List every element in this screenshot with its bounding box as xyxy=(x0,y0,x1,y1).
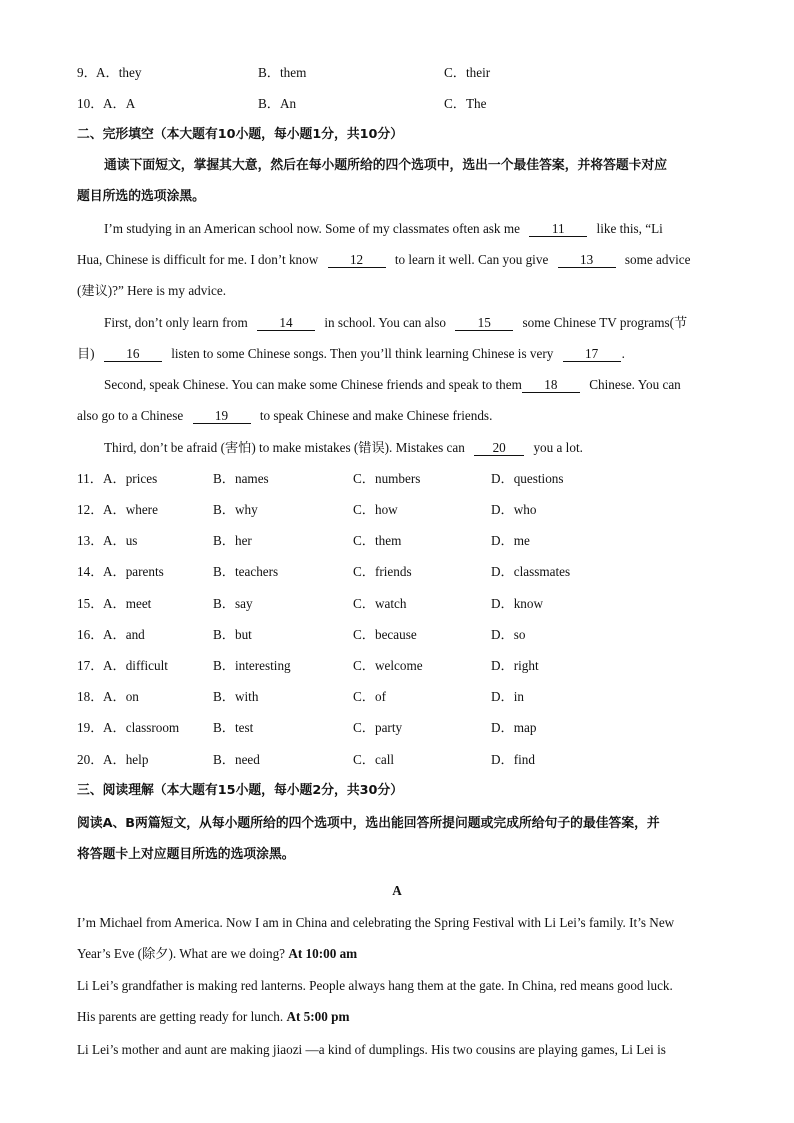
passage-text: you a lot. xyxy=(533,440,583,455)
passage-text: (建议)?” Here is my advice. xyxy=(77,283,227,298)
option-row-12 xyxy=(77,501,737,519)
option-row-10 xyxy=(77,95,737,113)
option-row-11 xyxy=(77,470,737,488)
option-c: C．party xyxy=(353,720,403,735)
reading-passage-line xyxy=(77,945,357,963)
cloze-passage-line xyxy=(104,439,583,457)
blank-12: 12 xyxy=(328,252,386,268)
cloze-passage-line xyxy=(77,282,226,300)
question-number: 11． xyxy=(77,471,103,486)
passage-text: some advice xyxy=(624,252,691,267)
reading-passage-line xyxy=(77,1008,349,1026)
reading-passage-line: Li Lei’s mother and aunt are making jiaozi —a kind of dumplings. His two cousins are playing games, Li Lei is xyxy=(77,1042,666,1057)
question-number: 16． xyxy=(77,627,104,642)
question-number: 17． xyxy=(77,658,104,673)
blank-20: 20 xyxy=(474,440,524,456)
option-d: D．classmates xyxy=(491,564,571,579)
option-row-9 xyxy=(77,64,737,82)
blank-19: 19 xyxy=(193,408,251,424)
option-d: D．know xyxy=(491,596,544,611)
option-a: A．A xyxy=(103,96,136,111)
option-row-19 xyxy=(77,719,737,737)
passage-text: listen to some Chinese songs. Then you’ll think learning Chinese is very xyxy=(171,346,554,361)
section-heading-cloze: 二、完形填空（本大题有10小题，每小题1分，共10分） xyxy=(77,127,404,142)
option-d: D．so xyxy=(491,627,526,642)
blank-17: 17 xyxy=(563,346,621,362)
option-c: C．watch xyxy=(353,596,407,611)
option-b: B．her xyxy=(213,533,252,548)
passage-text: I’m studying in an American school now. Some of my classmates often ask me xyxy=(104,221,520,236)
option-a: A．and xyxy=(103,627,145,642)
option-d: D．map xyxy=(491,720,537,735)
option-a: A．parents xyxy=(103,564,164,579)
blank-16: 16 xyxy=(104,346,162,362)
option-a: A．prices xyxy=(103,471,158,486)
option-c: C．them xyxy=(353,533,402,548)
blank-15: 15 xyxy=(455,315,513,331)
option-a: A．difficult xyxy=(103,658,168,673)
passage-text: to learn it well. Can you give xyxy=(394,252,549,267)
cloze-passage-line xyxy=(77,345,625,363)
option-a: A．classroom xyxy=(103,720,180,735)
question-number: 18． xyxy=(77,689,104,704)
option-row-18 xyxy=(77,688,737,706)
time-label: At 10:00 am xyxy=(288,946,358,961)
passage-title: A xyxy=(392,883,402,898)
question-number: 13． xyxy=(77,533,104,548)
option-row-17 xyxy=(77,657,737,675)
question-number: 19． xyxy=(77,720,104,735)
time-label: At 5:00 pm xyxy=(286,1009,350,1024)
option-c: C．their xyxy=(444,65,491,80)
cloze-instruction-line2: 题目所选的选项涂黑。 xyxy=(77,189,205,204)
option-d: D．find xyxy=(491,752,535,767)
option-b: B．need xyxy=(213,752,260,767)
option-b: B．interesting xyxy=(213,658,291,673)
option-d: D．who xyxy=(491,502,537,517)
cloze-passage-line xyxy=(77,251,690,269)
option-d: D．right xyxy=(491,658,539,673)
option-b: B．why xyxy=(213,502,258,517)
question-number: 10． xyxy=(77,96,104,111)
option-row-14 xyxy=(77,563,737,581)
blank-14: 14 xyxy=(257,315,315,331)
option-row-20 xyxy=(77,751,737,769)
option-b: B．names xyxy=(213,471,269,486)
reading-passage-line: Li Lei’s grandfather is making red lanterns. People always hang them at the gate. In China, red means good luck. xyxy=(77,978,673,993)
option-c: C．friends xyxy=(353,564,412,579)
option-a: A．meet xyxy=(103,596,152,611)
option-row-15 xyxy=(77,595,737,613)
option-d: D．questions xyxy=(491,471,564,486)
passage-text: Year’s Eve (除夕). What are we doing? xyxy=(77,946,286,961)
passage-text: . xyxy=(621,346,625,361)
cloze-passage-line xyxy=(104,220,663,238)
option-a: A．they xyxy=(96,65,142,80)
option-d: D．me xyxy=(491,533,530,548)
passage-text: like this, “Li xyxy=(596,221,663,236)
blank-18: 18 xyxy=(522,377,580,393)
section-heading-reading: 三、阅读理解（本大题有15小题，每小题2分，共30分） xyxy=(77,783,404,798)
option-a: A．help xyxy=(103,752,149,767)
cloze-passage-line xyxy=(77,407,492,425)
cloze-passage-line xyxy=(104,314,687,332)
passage-text: Hua, Chinese is difficult for me. I don’t know xyxy=(77,252,319,267)
option-a: A．us xyxy=(103,533,138,548)
reading-instruction-line2: 将答题卡上对应题目所选的选项涂黑。 xyxy=(77,847,295,862)
option-c: C．The xyxy=(444,96,487,111)
question-number: 15． xyxy=(77,596,104,611)
passage-text: 目) xyxy=(77,346,95,361)
option-c: C．numbers xyxy=(353,471,421,486)
option-row-16 xyxy=(77,626,737,644)
option-d: D．in xyxy=(491,689,524,704)
cloze-instruction-line1: 通读下面短文，掌握其大意，然后在每小题所给的四个选项中，选出一个最佳答案，并将答题卡对应 xyxy=(104,158,668,173)
option-b: B．test xyxy=(213,720,254,735)
option-c: C．because xyxy=(353,627,417,642)
option-b: B．but xyxy=(213,627,252,642)
passage-text: First, don’t only learn from xyxy=(104,315,248,330)
option-a: A．where xyxy=(103,502,158,517)
option-c: C．call xyxy=(353,752,395,767)
option-b: B．with xyxy=(213,689,259,704)
reading-instruction-line1: 阅读A、B两篇短文，从每小题所给的四个选项中，选出能回答所提问题或完成所给句子的最佳答案，并 xyxy=(77,816,660,831)
question-number: 20． xyxy=(77,752,104,767)
passage-text: Second, speak Chinese. You can make some Chinese friends and speak to them xyxy=(104,377,522,392)
cloze-passage-line xyxy=(104,376,681,394)
passage-text: some Chinese TV programs(节 xyxy=(522,315,688,330)
passage-text: His parents are getting ready for lunch. xyxy=(77,1009,284,1024)
option-b: B．say xyxy=(213,596,253,611)
option-row-13 xyxy=(77,532,737,550)
option-a: A．on xyxy=(103,689,139,704)
question-number: 14． xyxy=(77,564,104,579)
passage-text: Chinese. You can xyxy=(589,377,681,392)
blank-11: 11 xyxy=(529,221,587,237)
reading-passage-line: I’m Michael from America. Now I am in China and celebrating the Spring Festival with Li Lei’s family. It’s New xyxy=(77,915,675,930)
option-c: C．of xyxy=(353,689,386,704)
passage-text: Third, don’t be afraid (害怕) to make mistakes (错误). Mistakes can xyxy=(104,440,465,455)
option-b: B．teachers xyxy=(213,564,279,579)
blank-13: 13 xyxy=(558,252,616,268)
option-c: C．welcome xyxy=(353,658,423,673)
question-number: 9． xyxy=(77,65,97,80)
passage-text: to speak Chinese and make Chinese friends. xyxy=(259,408,493,423)
option-c: C．how xyxy=(353,502,398,517)
question-number: 12． xyxy=(77,502,104,517)
passage-text: also go to a Chinese xyxy=(77,408,184,423)
option-b: B．An xyxy=(258,96,297,111)
option-b: B．them xyxy=(258,65,307,80)
passage-text: in school. You can also xyxy=(324,315,446,330)
